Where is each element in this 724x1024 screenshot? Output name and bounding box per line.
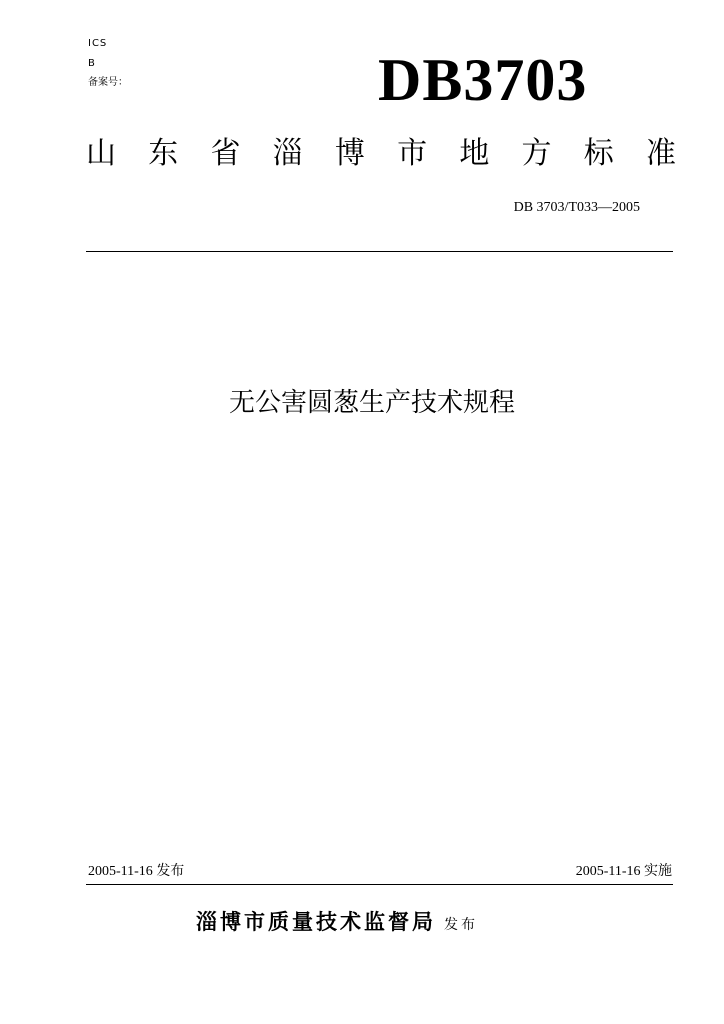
standard-title: [86, 136, 676, 172]
standard-title-char: 博: [334, 136, 365, 171]
standard-title-char: 东: [148, 136, 179, 171]
standard-title-char: 省: [210, 136, 241, 171]
record-number-label: 备案号：: [88, 77, 128, 88]
footer-divider: [86, 884, 673, 885]
standard-title-char: 标: [583, 136, 614, 171]
standard-title-char: 地: [459, 136, 490, 171]
publish-label: 发布: [156, 863, 185, 879]
standard-number: DB 3703/T033—2005: [513, 200, 640, 215]
document-title: 无公害圆葱生产技术规程: [228, 388, 515, 418]
standard-title-char: 山: [86, 136, 116, 171]
header-divider: [86, 251, 673, 252]
publish-date: [88, 862, 184, 881]
standard-title-char: 准: [645, 136, 676, 171]
standard-code: DB3703: [378, 47, 588, 113]
implement-label: 实施: [644, 863, 672, 879]
implement-date: [576, 862, 672, 881]
issuer-suffix: 发布: [444, 917, 478, 933]
classification-code: B: [88, 58, 95, 69]
publish-date-value: 2005-11-16: [88, 864, 153, 879]
standard-title-char: 淄: [272, 136, 303, 171]
issuer: 淄博市质量技术监督局: [196, 910, 436, 934]
standard-title-char: 市: [397, 136, 428, 171]
issuer-line: [196, 906, 478, 936]
ics-label: ICS: [88, 38, 108, 49]
implement-date-value: 2005-11-16: [575, 864, 641, 879]
standard-title-char: 方: [521, 136, 552, 171]
